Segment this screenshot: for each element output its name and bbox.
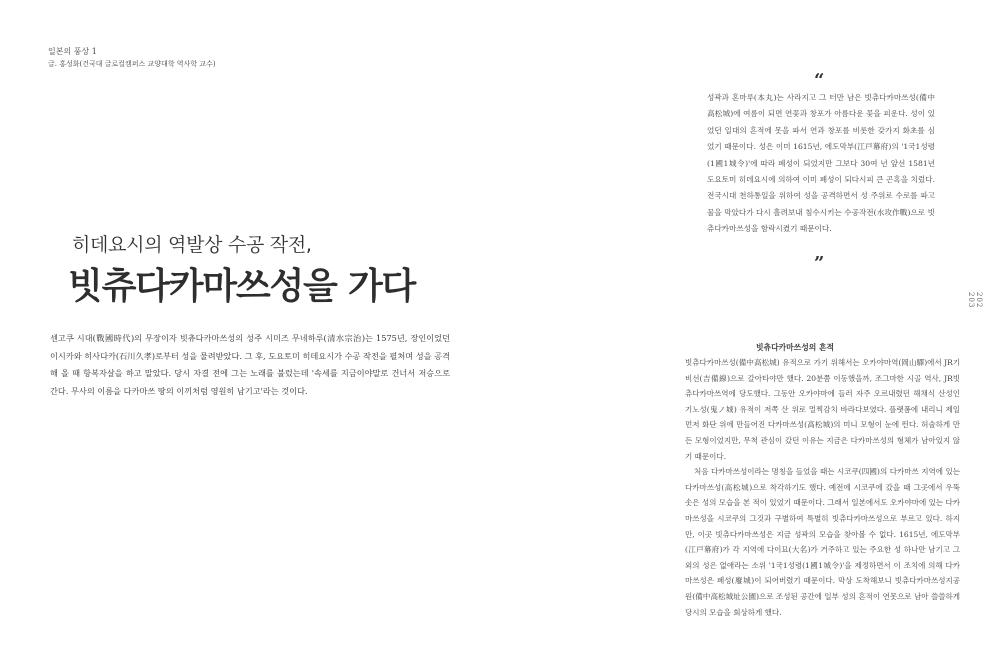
body-text <box>685 355 960 620</box>
open-quote-icon: “ <box>814 70 825 91</box>
right-page <box>500 0 1000 666</box>
page-number-left: 202 <box>975 292 983 309</box>
article-subtitle: 히데요시의 역발상 수공 작전, <box>72 234 312 256</box>
author-byline: 글. 홍성화(건국대 글로컬캠퍼스 교양대학 역사학 교수) <box>48 60 216 68</box>
body-paragraph: 빗츄다카마쓰성(備中高松城) 유적으로 가기 위해서는 오카야마역(岡山驛)에서 JR기비선(吉備線)으로 갈아타야만 했다. 20분쯤 이동했을까, 조그마한 시골 역사, JR빗츄다카마쓰역에 당도했다. 그동안 오카야마에 들러 자주 오르내렸던 해채식 산성인 기노성(鬼ノ城) 유적이 저쪽 산 위로 멀찍감치 바라다보였다. 플랫폼에 내리니 제일 먼저 화단 위에 만들어진 다카마쓰성(高松城)의 미니 모형이 눈에 띈다. 허술하게 만든 모형이었지만, 무척 관심이 갔던 이유는 지금은 다카마쓰성의 형체가 남아있지 않기 때문이다. <box>685 358 960 461</box>
body-paragraph: 처음 다카마쓰성이라는 명칭을 들었을 때는 시코쿠(四國)의 다카마쓰 지역에 있는 다카마쓰성(高松城)으로 착각하기도 했다. 예전에 시코쿠에 갔을 때 그곳에서 우뚝 솟은 성의 모습을 본 적이 있었기 때문이다. 그래서 일본에서도 오카야마에 있는 다카마쓰성을 시코쿠의 그것과 구별하여 특별히 빗츄다카마쓰성으로 부르고 있다. 하지만, 이곳 빗츄다카마쓰성은 지금 성곽의 모습을 찾아볼 수 없다. 1615년, 에도막부(江戸幕府)가 각 지역에 다이묘(大名)가 거주하고 있는 주요한 성 하나만 남기고 그 외의 성은 없애라는 소위 '1국1성령(1國1城令)'을 제정하면서 이 조치에 의해 다카마쓰성은 폐성(廢城)이 되어버렸기 때문이다. 막상 도착해보니 빗츄다카마쓰성지공원(備中高松城址公園)으로 조성된 공간에 일부 성의 흔적이 연못으로 남아 쓸쓸하게 당시의 모습을 회상하게 했다. <box>685 467 960 617</box>
article-title: 빗츄다카마쓰성을 가다 <box>68 266 416 307</box>
section-heading: 빗츄다카마쓰성의 흔적 <box>756 343 835 352</box>
intro-paragraph <box>50 330 450 400</box>
pull-quote <box>707 90 935 238</box>
close-quote-icon: ” <box>814 253 825 274</box>
pull-quote-text: 성곽과 혼마루(本丸)는 사라지고 그 터만 남은 빗츄다카마쓰성(備中高松城)에 여름이 되면 연꽃과 창포가 아름다운 꽃을 피운다. 성이 있었던 일대의 흔적에 못을 파서 연과 창포를 비롯한 갖가지 화초를 심었기 때문이다. 성은 이미 1615년, 에도막부(江戸幕府)의 '1국1성령(1國1城令)'에 따라 폐성이 되었지만 그보다 30여 년 앞선 1581년 도요토미 히데요시에 의하여 이미 폐성이 되다시피 큰 곤혹을 치렀다. 전국시대 천하통일을 위하여 성을 공격하면서 성 주위로 수로를 파고 물을 막았다가 다시 흘려보내 침수시키는 수공작전(水攻作戰)으로 빗츄다카마쓰성을 함락시켰기 때문이다. <box>707 93 935 234</box>
series-label: 일본의 풍상 1 <box>48 47 97 56</box>
intro-text: 센고쿠 시대(戰國時代)의 무장이자 빗츄다카마쓰성의 성주 시미즈 무네하루(清水宗治)는 1575년, 장인이었던 이시카와 히사다카(石川久孝)로부터 성을 물려받았다. 그 후, 도요토미 히데요시가 수공 작전을 펼쳐며 성을 공격해 올 때 항복자살을 하고 말았다. 당시 자결 전에 그는 노래를 불렀는데 '속세를 지금이야말로 건너서 저승으로 간다. 무사의 이름을 다카마쓰 땅의 이끼처럼 영원히 남기고'라는 것이다. <box>50 333 450 396</box>
page-numbers <box>967 292 983 320</box>
page-number-right: 203 <box>967 292 975 309</box>
